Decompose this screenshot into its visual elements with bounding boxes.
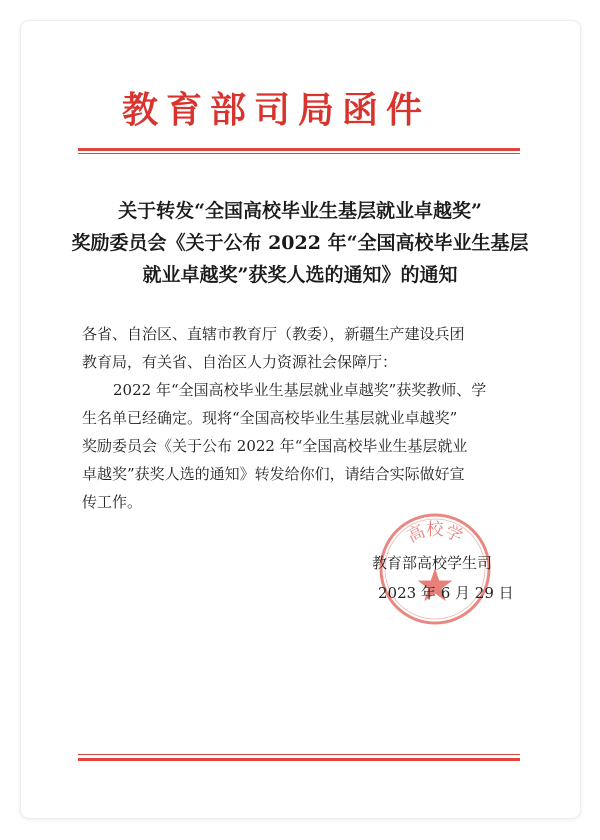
body-paragraph-line: 传工作。 bbox=[82, 493, 143, 511]
footer-rule-bottom bbox=[78, 758, 520, 761]
body-paragraph-line: 卓越奖”获奖人选的通知》转发给你们，请结合实际做好宣 bbox=[82, 465, 465, 483]
salutation-line-1: 各省、自治区、直辖市教育厅（教委），新疆生产建设兵团 bbox=[82, 325, 465, 343]
signature-organization: 教育部高校学生司 bbox=[372, 554, 493, 572]
letterhead-title: 教育部司局函件 bbox=[121, 89, 430, 131]
body-paragraph-line: 2022 年“全国高校毕业生基层就业卓越奖”获奖教师、学 bbox=[113, 381, 487, 399]
footer-rule-top bbox=[78, 754, 520, 755]
signature-date: 2023 年 6 月 29 日 bbox=[378, 584, 514, 602]
salutation-line-2: 教育局，有关省、自治区人力资源社会保障厅： bbox=[82, 353, 398, 371]
letterhead-rule-top bbox=[78, 148, 520, 151]
document-title-line-1: 关于转发“全国高校毕业生基层就业卓越奖” bbox=[118, 200, 482, 222]
document-title-line-3: 就业卓越奖”获奖人选的通知》的通知 bbox=[142, 264, 458, 286]
letterhead-rule-bottom bbox=[78, 153, 520, 154]
body-paragraph-line: 生名单已经确定。现将“全国高校毕业生基层就业卓越奖” bbox=[82, 409, 458, 427]
document-title-line-2: 奖励委员会《关于公布 2022 年“全国高校毕业生基层 bbox=[71, 232, 529, 254]
body-paragraph-line: 奖励委员会《关于公布 2022 年“全国高校毕业生基层就业 bbox=[82, 437, 468, 455]
stamp-text: 高校学 bbox=[404, 520, 466, 548]
